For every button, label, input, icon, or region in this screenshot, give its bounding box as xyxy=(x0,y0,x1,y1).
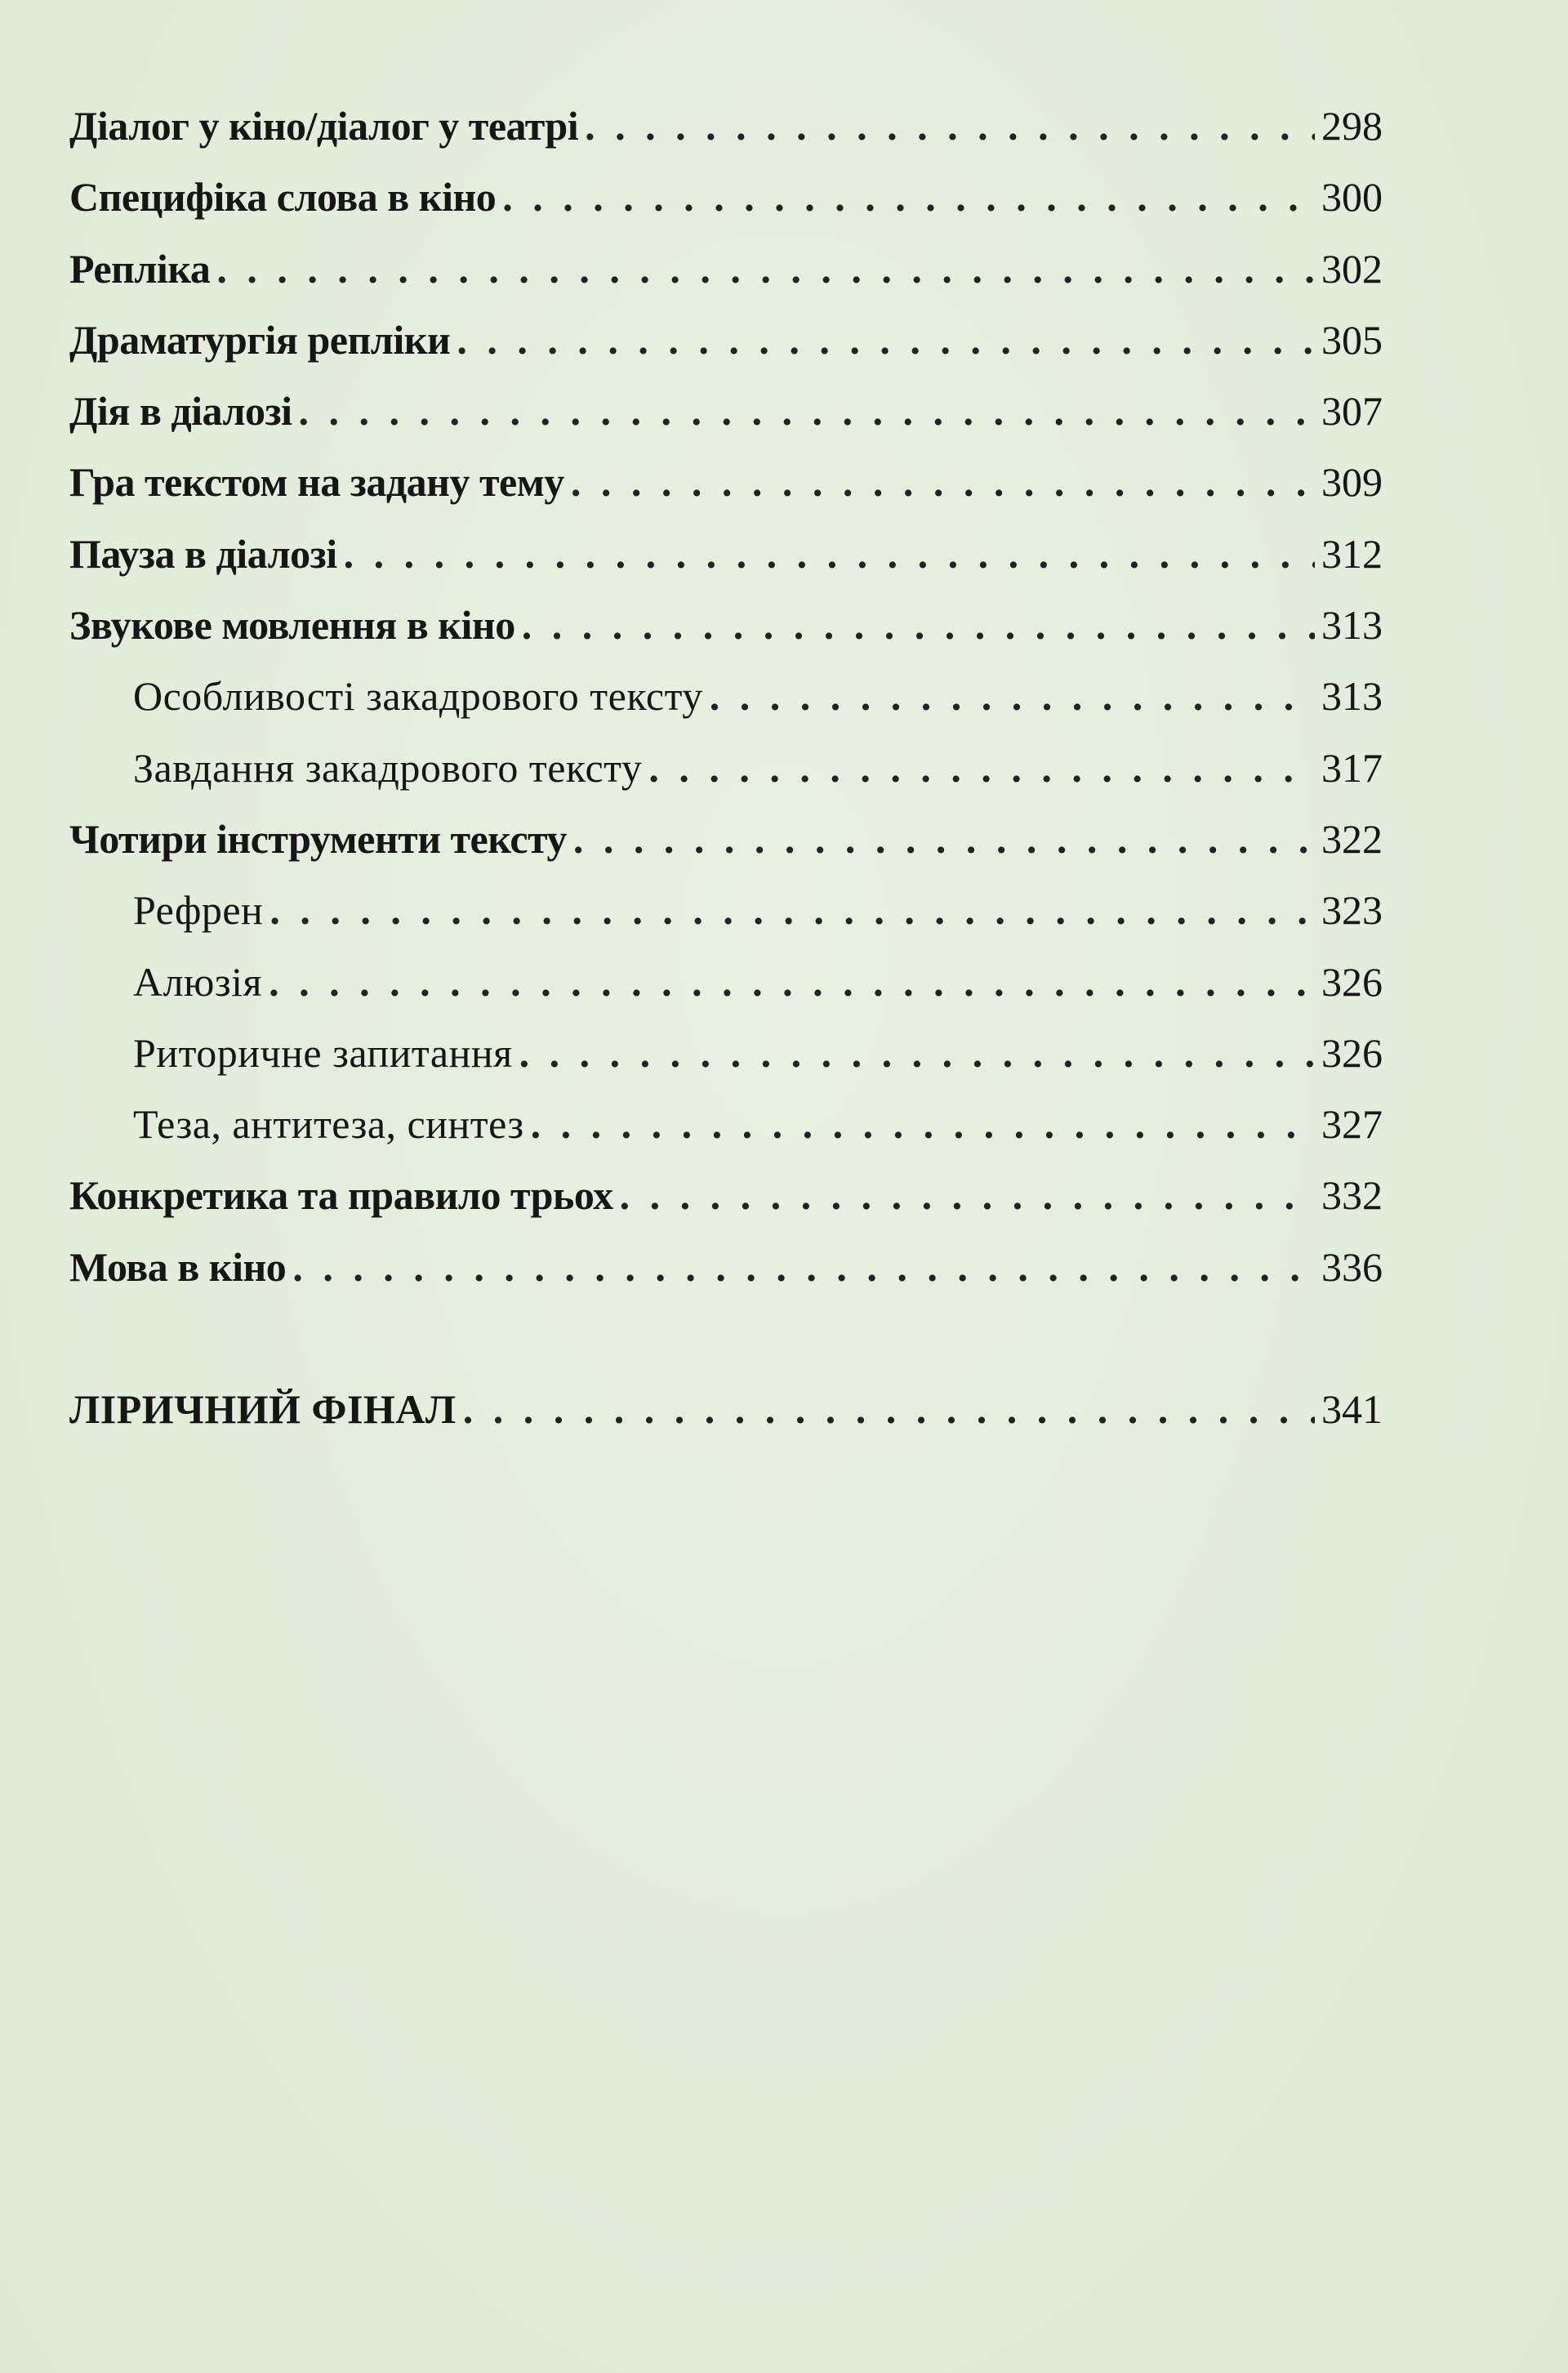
dot-leader xyxy=(710,661,1315,732)
toc-entry-page: 300 xyxy=(1321,174,1383,221)
dot-leader xyxy=(585,91,1315,162)
toc-entry-title: Особливості закадрового тексту xyxy=(133,673,703,720)
toc-entry-page: 309 xyxy=(1321,459,1383,506)
toc-entry-title: Мова в кіно xyxy=(69,1243,287,1290)
dot-leader xyxy=(463,1374,1315,1445)
dot-leader xyxy=(269,947,1315,1018)
toc-entry-page: 298 xyxy=(1321,103,1383,149)
dot-leader xyxy=(519,1018,1315,1089)
toc-entry-page: 302 xyxy=(1321,245,1383,292)
toc-entry-title: Риторичне запитання xyxy=(133,1029,513,1076)
dot-leader xyxy=(457,305,1315,376)
dot-leader xyxy=(344,519,1315,590)
toc-entry-title: Теза, антитеза, синтез xyxy=(133,1101,524,1148)
toc-entry-page: 317 xyxy=(1321,744,1383,791)
toc-entry-title: Пауза в діалозі xyxy=(69,530,337,577)
toc-entry-page: 322 xyxy=(1321,815,1383,862)
dot-leader xyxy=(571,447,1315,518)
toc-entry xyxy=(69,519,1383,590)
toc-entry-page: 313 xyxy=(1321,673,1383,720)
dot-leader xyxy=(292,1232,1315,1303)
toc-entry-page: 332 xyxy=(1321,1172,1383,1219)
toc-entry-title: Драматургія репліки xyxy=(69,316,451,363)
toc-entry-title: Репліка xyxy=(69,245,211,292)
toc-entry xyxy=(69,162,1383,233)
toc-entry-page: 313 xyxy=(1321,602,1383,649)
dot-leader xyxy=(299,376,1315,447)
dot-leader xyxy=(573,804,1315,875)
toc-entry xyxy=(69,1232,1383,1303)
toc-entry xyxy=(69,1374,1383,1445)
toc-entry xyxy=(69,590,1383,661)
toc-entry xyxy=(69,733,1383,804)
toc-entry xyxy=(69,376,1383,447)
toc-entry-title: Дія в діалозі xyxy=(69,388,292,435)
dot-leader xyxy=(270,875,1315,946)
toc-entry-page: 326 xyxy=(1321,958,1383,1005)
dot-leader xyxy=(216,234,1315,305)
table-of-contents xyxy=(69,91,1383,1445)
toc-entry-title: Рефрен xyxy=(133,887,264,934)
toc-entry-title: Звукове мовлення в кіно xyxy=(69,602,515,649)
toc-entry xyxy=(69,875,1383,946)
toc-entry-page: 312 xyxy=(1321,530,1383,577)
dot-leader xyxy=(502,162,1315,233)
toc-entry xyxy=(69,947,1383,1018)
toc-entry-title: ЛІРИЧНИЙ ФІНАЛ xyxy=(69,1386,457,1433)
toc-entry-title: Специфіка слова в кіно xyxy=(69,174,497,221)
toc-entry-page: 326 xyxy=(1321,1029,1383,1076)
toc-entry-title: Конкретика та правило трьох xyxy=(69,1172,613,1219)
toc-entry-title: Діалог у кіно/діалог у театрі xyxy=(69,103,579,149)
toc-entry xyxy=(69,447,1383,518)
toc-entry-page: 323 xyxy=(1321,887,1383,934)
toc-entry xyxy=(69,661,1383,732)
toc-entry-page: 336 xyxy=(1321,1243,1383,1290)
toc-entry-title: Гра текстом на задану тему xyxy=(69,459,564,506)
toc-entry-page: 341 xyxy=(1321,1386,1383,1433)
dot-leader xyxy=(531,1089,1315,1160)
toc-entry xyxy=(69,91,1383,162)
toc-entry xyxy=(69,305,1383,376)
toc-entry-page: 305 xyxy=(1321,316,1383,363)
toc-entry xyxy=(69,1160,1383,1231)
toc-entry xyxy=(69,234,1383,305)
toc-entry xyxy=(69,804,1383,875)
toc-entry-title: Алюзія xyxy=(133,958,263,1005)
dot-leader xyxy=(620,1160,1315,1231)
toc-entry-title: Завдання закадрового тексту xyxy=(133,744,643,791)
toc-entry-page: 327 xyxy=(1321,1101,1383,1148)
dot-leader xyxy=(648,733,1315,804)
toc-entry xyxy=(69,1018,1383,1089)
dot-leader xyxy=(522,590,1315,661)
toc-entry-title: Чотири інструменти тексту xyxy=(69,815,567,862)
toc-entry-page: 307 xyxy=(1321,388,1383,435)
toc-entry xyxy=(69,1089,1383,1160)
